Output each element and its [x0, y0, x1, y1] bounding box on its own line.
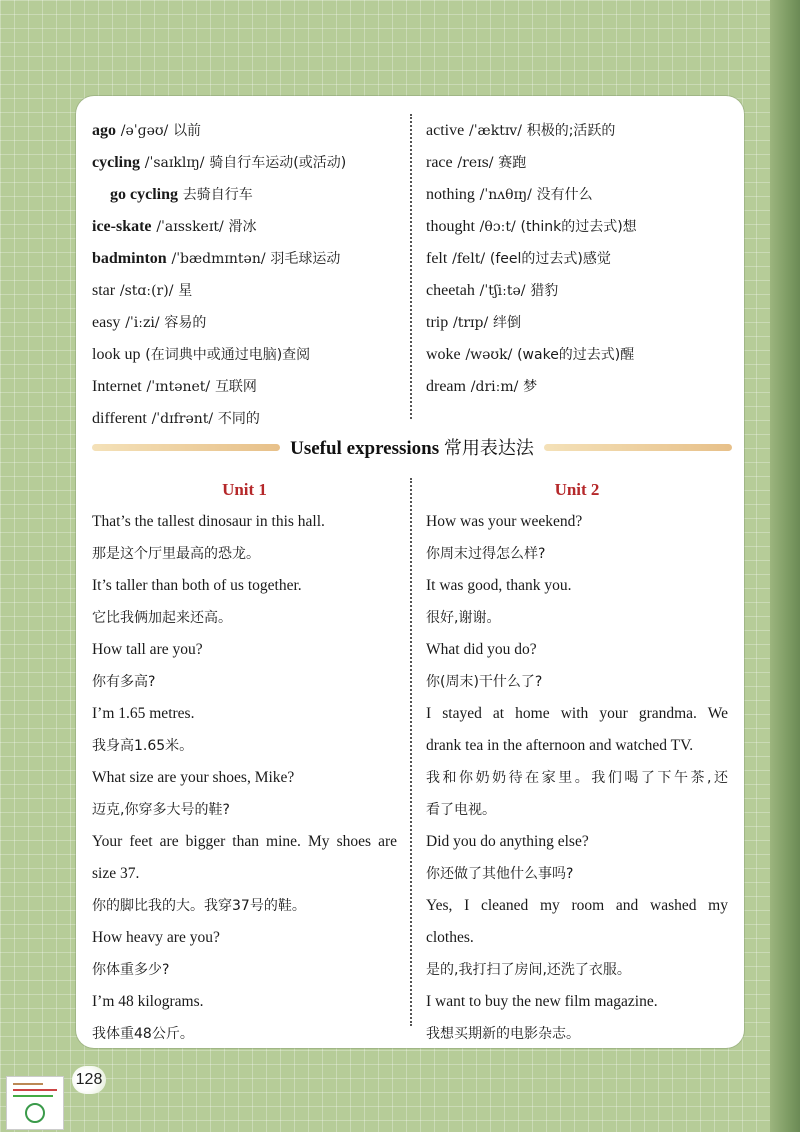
translation-line: 我想买期新的电影杂志。	[426, 1026, 580, 1042]
column-divider	[410, 478, 412, 1026]
vocab-meaning: 不同的	[217, 411, 260, 427]
section-title	[280, 434, 544, 460]
translation-line: 我和你奶奶待在家里。我们喝了下午茶,还	[426, 770, 728, 786]
vocab-word: trip	[426, 314, 449, 331]
vocab-entry	[92, 402, 402, 434]
expression-line: How heavy are you?	[92, 929, 220, 946]
vocab-meaning: 积极的;活跃的	[526, 123, 616, 139]
translation-line: 看了电视。	[426, 802, 496, 818]
vocab-meaning: 猎豹	[530, 283, 559, 299]
vocab-word: star	[92, 282, 116, 299]
vocab-phonetic: /trɪp/	[453, 315, 489, 331]
vocab-entry	[426, 210, 726, 242]
vocab-phonetic: /ˈɪntənet/	[146, 379, 211, 395]
logo-line	[13, 1089, 57, 1091]
expression-line: I’m 1.65 metres.	[92, 705, 195, 722]
vocab-word: cycling	[92, 154, 140, 171]
vocab-meaning: (think的过去式)想	[520, 219, 637, 235]
expression-line: It’s taller than both of us together.	[92, 577, 302, 594]
vocab-word: woke	[426, 346, 461, 363]
vocab-meaning: 梦	[523, 379, 538, 395]
vocab-phonetic: /ˈaɪsskeɪt/	[156, 219, 224, 235]
banner-bar-left	[92, 444, 280, 451]
vocab-phonetic: /stɑː(r)/	[119, 283, 174, 299]
vocab-word: go cycling	[110, 186, 178, 203]
translation-line: 我体重48公斤。	[92, 1026, 194, 1042]
translation-line: 是的,我打扫了房间,还洗了衣服。	[426, 962, 631, 978]
publisher-logo	[6, 1076, 64, 1130]
vocab-phonetic: /driːm/	[470, 379, 519, 395]
vocab-meaning: 绊倒	[492, 315, 521, 331]
translation-line: 你有多高?	[92, 674, 156, 690]
vocab-meaning: 没有什么	[536, 187, 593, 203]
vocab-meaning: 星	[178, 283, 193, 299]
vocabulary-column-left	[92, 114, 402, 434]
vocab-meaning: 羽毛球运动	[270, 251, 341, 267]
vocab-phonetic: /wəʊk/	[465, 347, 513, 363]
vocab-word: ice-skate	[92, 218, 152, 235]
page-edge-strip	[770, 0, 800, 1132]
vocab-entry	[92, 210, 402, 242]
vocab-word: ago	[92, 122, 116, 139]
vocab-word: Internet	[92, 378, 142, 395]
vocab-entry	[426, 242, 726, 274]
vocab-word: race	[426, 154, 453, 171]
expression-line: Did you do anything else?	[426, 833, 589, 850]
expression-line: Your feet are bigger than mine. My shoes are	[92, 833, 397, 850]
section-title-cn: 常用表达法	[443, 438, 534, 459]
vocab-meaning: 容易的	[164, 315, 207, 331]
vocab-entry	[92, 114, 402, 146]
expression-line: What did you do?	[426, 641, 537, 658]
vocab-entry	[426, 274, 726, 306]
seal-icon	[25, 1103, 45, 1123]
translation-line: 你体重多少?	[92, 962, 170, 978]
vocab-phonetic: /ˈiːzi/	[125, 315, 160, 331]
vocab-entry	[426, 338, 726, 370]
unit-2-column	[426, 474, 728, 1050]
vocab-entry	[92, 146, 402, 178]
expression-line: That’s the tallest dinosaur in this hall.	[92, 513, 325, 530]
vocab-entry	[92, 178, 402, 210]
translation-line: 你(周末)干什么了?	[426, 674, 543, 690]
vocab-meaning: (在词典中或通过电脑)查阅	[145, 347, 311, 363]
vocabulary-column-right	[426, 114, 726, 402]
expression-line: How was your weekend?	[426, 513, 583, 530]
vocab-phonetic: /əˈɡəʊ/	[120, 123, 169, 139]
vocab-meaning: 赛跑	[498, 155, 527, 171]
vocab-meaning: 以前	[173, 123, 202, 139]
vocab-phonetic: /ˈbædmɪntən/	[171, 251, 266, 267]
translation-line: 你周末过得怎么样?	[426, 546, 546, 562]
content-card	[76, 96, 744, 1048]
expression-line: What size are your shoes, Mike?	[92, 769, 295, 786]
translation-line: 我身高1.65米。	[92, 738, 194, 754]
translation-line: 你还做了其他什么事吗?	[426, 866, 574, 882]
expression-line: It was good, thank you.	[426, 577, 572, 594]
vocab-meaning: 滑冰	[228, 219, 257, 235]
expression-line: clothes.	[426, 929, 474, 946]
vocab-word: different	[92, 410, 147, 427]
vocab-word: badminton	[92, 250, 167, 267]
vocab-phonetic: /ˈtʃiːtə/	[479, 283, 526, 299]
vocab-word: active	[426, 122, 465, 139]
vocab-entry	[426, 146, 726, 178]
page-number: 128	[72, 1066, 106, 1094]
logo-line	[13, 1095, 53, 1097]
vocab-word: thought	[426, 218, 475, 235]
vocabulary-list	[92, 114, 732, 427]
vocab-meaning: (wake的过去式)醒	[517, 347, 635, 363]
expression-line: drank tea in the afternoon and watched TV.	[426, 737, 694, 754]
expression-line: How tall are you?	[92, 641, 203, 658]
translation-line: 那是这个厅里最高的恐龙。	[92, 546, 260, 562]
section-banner	[92, 432, 732, 462]
vocab-entry	[92, 274, 402, 306]
vocab-word: cheetah	[426, 282, 475, 299]
vocab-meaning: (feel的过去式)感觉	[489, 251, 611, 267]
logo-line	[13, 1083, 43, 1085]
vocab-entry	[92, 338, 402, 370]
vocab-phonetic: /felt/	[452, 251, 486, 267]
vocab-entry	[426, 114, 726, 146]
vocab-word: look up	[92, 346, 141, 363]
unit-title: Unit 1	[222, 480, 267, 499]
vocab-word: felt	[426, 250, 448, 267]
translation-line: 它比我俩加起来还高。	[92, 610, 232, 626]
vocab-phonetic: /θɔːt/	[479, 219, 516, 235]
vocab-phonetic: /reɪs/	[457, 155, 494, 171]
banner-bar-right	[544, 444, 732, 451]
vocab-meaning: 互联网	[214, 379, 257, 395]
vocab-entry	[92, 370, 402, 402]
expression-line: Yes, I cleaned my room and washed my	[426, 897, 728, 914]
expression-line: I stayed at home with your grandma. We	[426, 705, 728, 722]
vocab-meaning: 去骑自行车	[182, 187, 253, 203]
vocab-phonetic: /ˈnʌθɪŋ/	[479, 187, 532, 203]
translation-line: 迈克,你穿多大号的鞋?	[92, 802, 230, 818]
vocab-word: easy	[92, 314, 121, 331]
vocab-phonetic: /ˈsaɪklɪŋ/	[144, 155, 205, 171]
expression-line: size 37.	[92, 865, 140, 882]
section-title-en: Useful expressions	[290, 438, 440, 459]
vocab-phonetic: /ˈdɪfrənt/	[151, 411, 214, 427]
vocab-meaning: 骑自行车运动(或活动)	[209, 155, 347, 171]
vocab-phonetic: /ˈæktɪv/	[468, 123, 522, 139]
expression-line: I’m 48 kilograms.	[92, 993, 204, 1010]
expression-line: I want to buy the new film magazine.	[426, 993, 658, 1010]
vocab-word: dream	[426, 378, 466, 395]
vocab-word: nothing	[426, 186, 475, 203]
unit-title: Unit 2	[554, 480, 600, 499]
translation-line: 你的脚比我的大。我穿37号的鞋。	[92, 898, 306, 914]
expressions-area	[92, 474, 732, 1042]
vocab-entry	[92, 242, 402, 274]
vocab-entry	[426, 178, 726, 210]
column-divider	[410, 114, 412, 419]
vocab-entry	[426, 306, 726, 338]
vocab-entry	[426, 370, 726, 402]
vocab-entry	[92, 306, 402, 338]
translation-line: 很好,谢谢。	[426, 610, 501, 626]
unit-1-column	[92, 474, 397, 1050]
